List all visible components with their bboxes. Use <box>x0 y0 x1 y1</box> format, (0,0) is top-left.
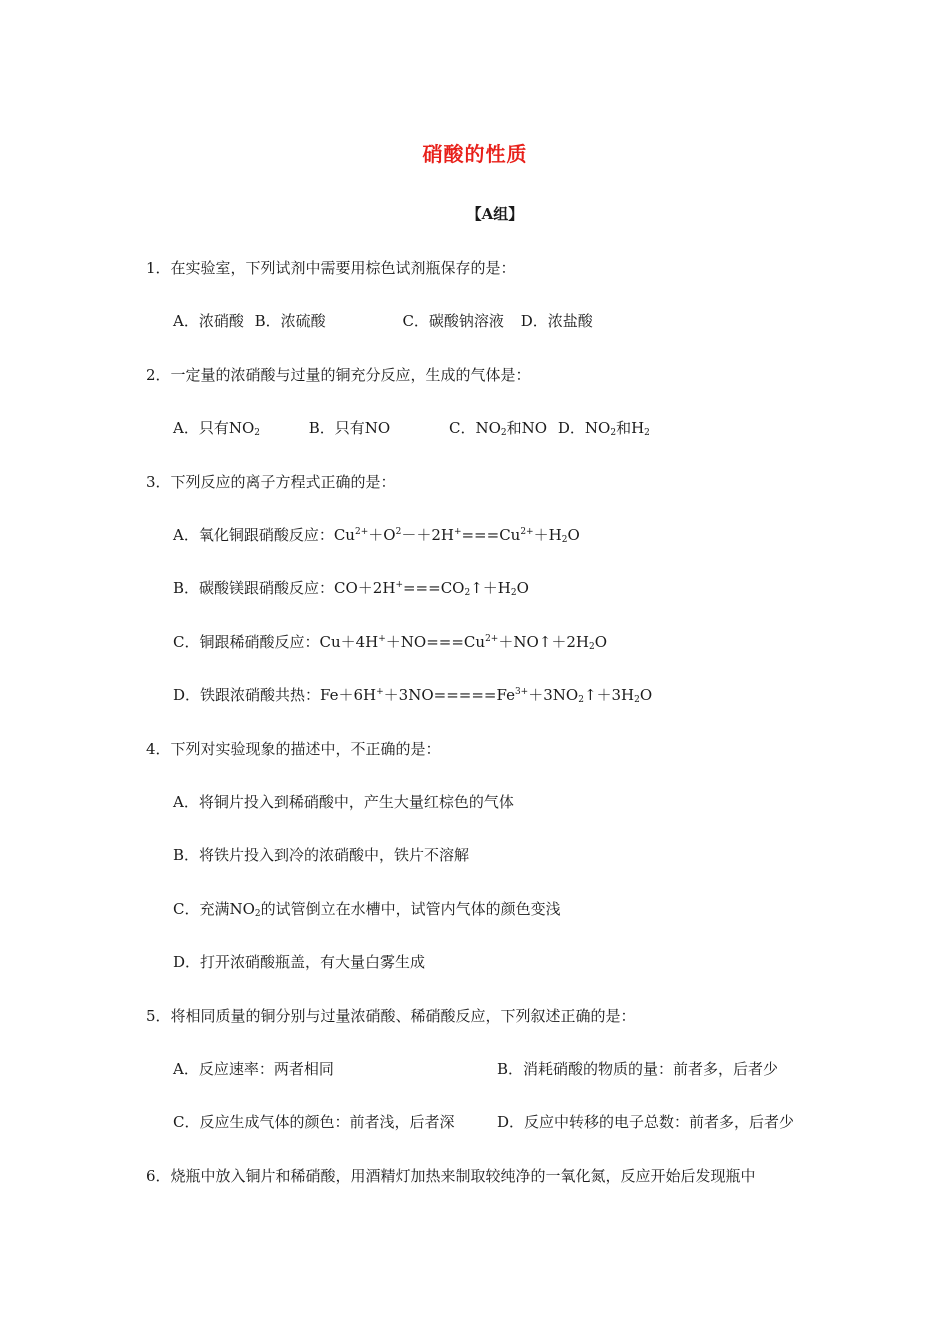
question-5-stem: 5．将相同质量的铜分别与过量浓硝酸、稀硝酸反应，下列叙述正确的是： <box>146 1007 636 1025</box>
q2-option-b: B．只有NO <box>308 419 391 437</box>
q1-option-b: B．浓硫酸 <box>254 312 326 330</box>
question-6-stem: 6．烧瓶中放入铜片和稀硝酸，用酒精灯加热来制取较纯净的一氧化氮，反应开始后发现瓶中 <box>146 1167 756 1185</box>
q4-option-c: C．充满$NO_2$的试管倒立在水槽中，试管内气体的颜色变浅 <box>173 900 561 919</box>
q5-option-b: B．消耗硝酸的物质的量：前者多，后者少 <box>497 1060 779 1078</box>
question-4-stem: 4．下列对实验现象的描述中，不正确的是： <box>146 740 441 758</box>
question-1-stem: 1．在实验室，下列试剂中需要用棕色试剂瓶保存的是： <box>146 259 516 277</box>
group-label: 【A组】 <box>466 205 524 223</box>
q1-option-d: D．浓盐酸 <box>520 312 593 330</box>
page-title: 硝酸的性质 <box>422 142 528 166</box>
q1-option-c: C．碳酸钠溶液 <box>402 312 504 330</box>
question-3-stem: 3．下列反应的离子方程式正确的是： <box>146 473 396 491</box>
q2-option-c: C．$NO_2$和NO <box>449 419 548 438</box>
q2-option-a: A．只有$NO_2$ <box>173 419 260 438</box>
question-1-options <box>173 311 593 331</box>
q4-option-b: B．将铁片投入到冷的浓硝酸中，铁片不溶解 <box>173 846 470 864</box>
q5-option-c: C．反应生成气体的颜色：前者浅，后者深 <box>173 1113 455 1131</box>
q2-option-d: D．$NO_2$和$H_2$ <box>557 419 650 438</box>
q4-option-d: D．打开浓硝酸瓶盖，有大量白雾生成 <box>173 953 426 971</box>
q5-option-a: A．反应速率：两者相同 <box>173 1060 334 1078</box>
q3-option-c: C．铜跟稀硝酸反应：$Cu+4H^++NO===Cu^{2+}+NO↑+2H_2O$ <box>173 633 608 652</box>
q3-option-d: D．铁跟浓硝酸共热：$Fe+6H^++3NO=====Fe^{3+}+3NO_2↑+3H_2O$ <box>173 686 653 705</box>
q5-option-d: D．反应中转移的电子总数：前者多，后者少 <box>497 1113 795 1131</box>
question-2-options <box>173 418 650 438</box>
q4-option-a: A．将铜片投入到稀硝酸中，产生大量红棕色的气体 <box>173 793 514 811</box>
q3-option-a: A．氧化铜跟硝酸反应：$Cu^{2+}+O^2-+2H^+===Cu^{2+}+H_2O$ <box>173 526 580 545</box>
q3-option-b: B．碳酸镁跟硝酸反应：$CO+2H^+===CO_2↑+H_2O$ <box>173 579 529 598</box>
question-2-stem: 2．一定量的浓硝酸与过量的铜充分反应，生成的气体是： <box>146 366 531 384</box>
q1-option-a: A．浓硝酸 <box>173 312 244 330</box>
